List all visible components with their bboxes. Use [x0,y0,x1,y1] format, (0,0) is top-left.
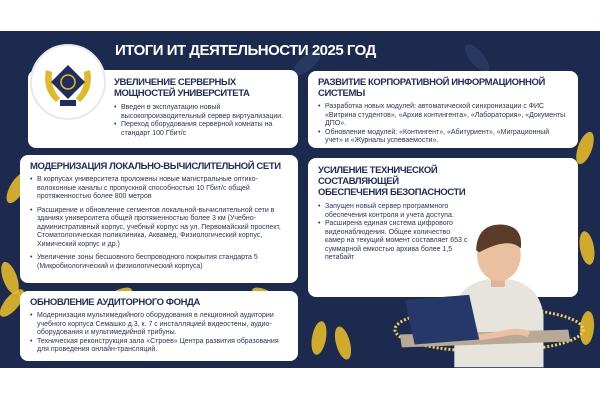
list-item: • Запущен новый сервер программного обеспечения контроля и учета доступа. [318,203,468,220]
card-corporate-is [308,71,578,148]
card-auditorium-fund [20,291,298,361]
card-heading: УВЕЛИЧЕНИЕ СЕРВЕРНЫХ [114,77,236,88]
list-item: • Увеличение зоны бесшовного беспроводного покрытия стандарта 5 (Микробиологический и физиологический корпуса) [30,254,288,271]
university-logo [30,44,106,120]
list-item: • Переход оборудования серверной комнаты на стандарт 100 Гбит/с [114,121,290,138]
emblem-icon [32,46,104,118]
card-heading: ОБНОВЛЕНИЕ АУДИТОРНОГО ФОНДА [30,297,200,308]
card-lan-modernization [20,155,298,283]
list-item: • Расширение и обновление сегментов локальной-вычислительной сети в зданиях университета общей протяженностью более 3 км (Учебно-административный корпус, учебный корпус на ул. Первомайский проспект, Стоматологическая поликлиника, Аквамед, Физиологический корпус, Химический корпус и др.) [30,207,288,250]
card-heading: ОБЕСПЕЧЕНИЯ БЕЗОПАСНОСТИ [318,187,466,198]
list-item: • Разработка новых модулей: автоматической синхронизации с ФИС «Витрина студентов», «Архив контингента», «Лаборатория», «Документы ДПО». [318,103,568,129]
card-heading: МОЩНОСТЕЙ УНИВЕРСИТЕТА [114,88,250,99]
list-item: • Введен в эксплуатацию новый высокопроизводительный сервер виртуализации. [114,104,290,121]
card-heading: РАЗВИТИЕ КОРПОРАТИВНОЙ ИНФОРМАЦИОННОЙ СИСТЕМЫ [318,77,545,99]
card-heading: УСИЛЕНИЕ ТЕХНИЧЕСКОЙ [318,165,438,176]
card-heading: СОСТАВЛЯЮЩЕЙ [318,176,399,187]
list-item: • В корпусах университета проложены новые магистральные оптико-волоконные каналы с пропускной способностью 10 Гбит/с общей протяженностью более 800 метров [30,176,288,202]
page-title: ИТОГИ ИТ ДЕЯТЕЛЬНОСТИ 2025 ГОД [115,42,376,59]
list-item: • Техническая реконструкция зала «Строев» Центра развития образования для проведения онлайн-трансляций. [30,338,288,355]
card-heading: МОДЕРНИЗАЦИЯ ЛОКАЛЬНО-ВЫЧИСЛИТЕЛЬНОЙ СЕТИ [30,161,281,172]
list-item: • Обновление модулей: «Контингент», «Абитуриент», «Миграционный учет» и «Журналы успеваемости». [318,129,568,146]
person-with-laptop-illustration [380,200,598,368]
list-item: • Расширена единая система цифрового видеонаблюдения. Общее количество камер на текущий момент составляет 653 с суммарной емкостью архива более 1,5 петабайт [318,220,468,263]
list-item: • Модернизация мультимедийного оборудования в лекционной аудитории учебного корпуса Семашко д.3, к. 7 с инсталляцией видеостены, аудио- оборудования и мультимедийной трибуны. [30,312,288,338]
